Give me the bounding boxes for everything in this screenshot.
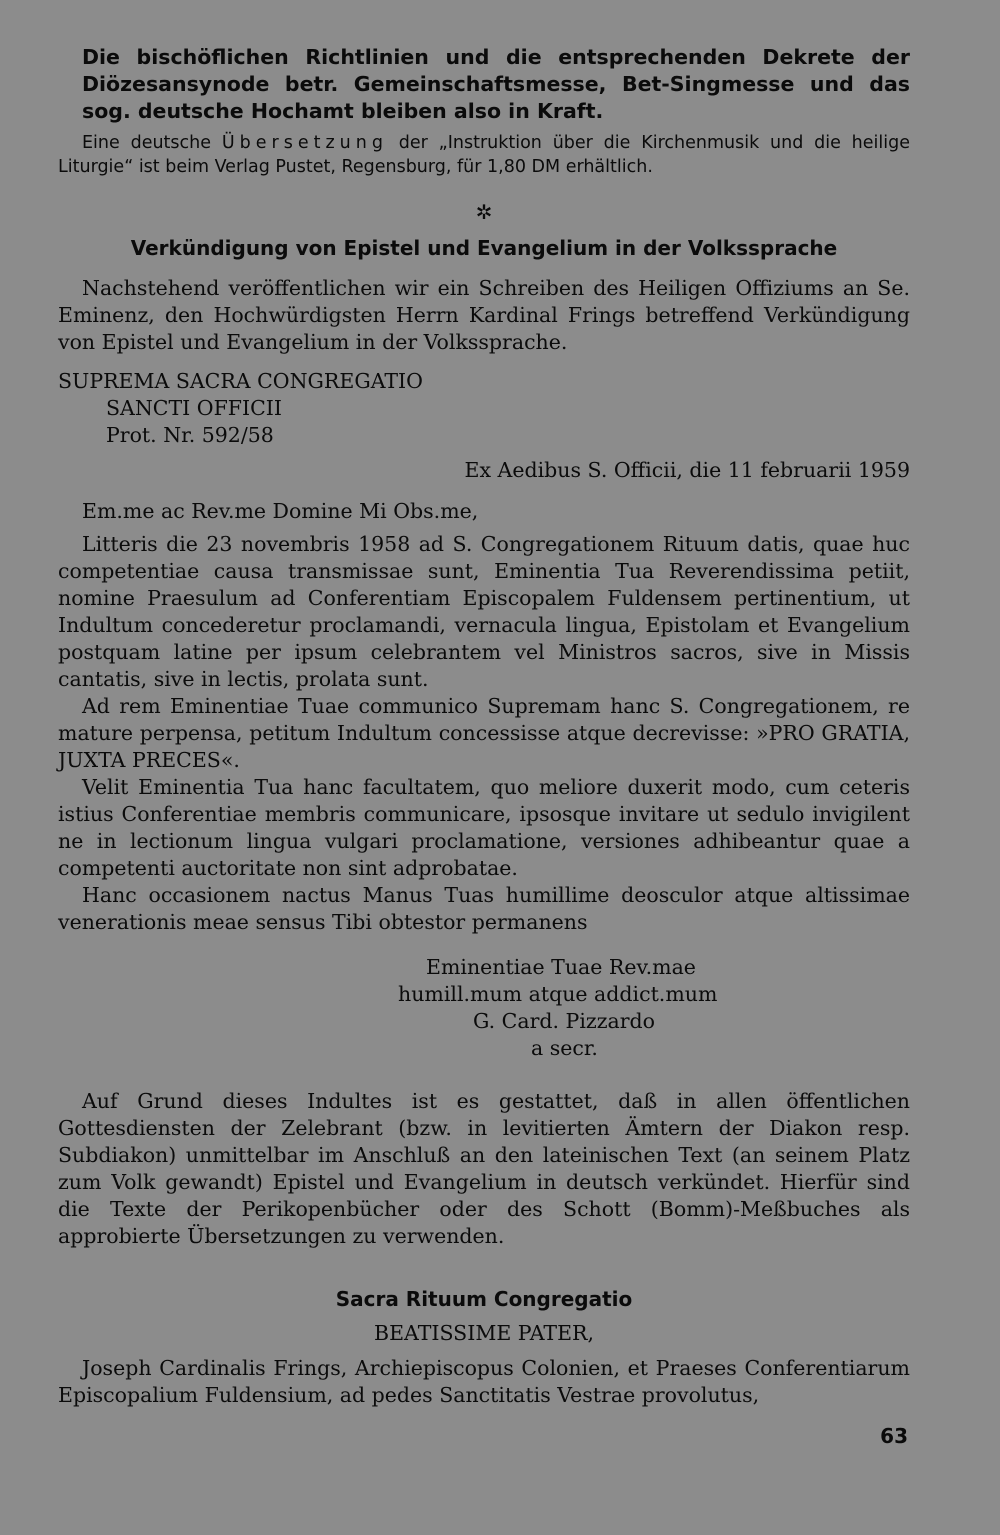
german-paragraph: Auf Grund dieses Indultes ist es gestattet, daß in allen öffentlichen Gottesdiensten der Zelebrant (bzw. in levitierten Ämtern der Diakon resp. Subdiakon) unmittelbar im Anschluß an den lateinischen Text (an seinem Platz zum Volk gewandt) Epistel und Evangelium in deutsch verkündet. Hierfür sind die Texte der Perikopenbücher oder des Schott (Bomm)-Meßbuches als approbierte Übersetzungen zu verwenden.	[58, 1089, 910, 1248]
separator-star-icon: ✲	[475, 200, 493, 224]
page-number: 63	[880, 1424, 908, 1448]
salutation: Em.me ac Rev.me Domine Mi Obs.me,	[82, 499, 479, 523]
signature-name: G. Card. Pizzardo	[473, 1009, 655, 1033]
congregation-line: SUPREMA SACRA CONGREGATIO	[58, 369, 423, 393]
section2-paragraph: Joseph Cardinalis Frings, Archiepiscopus Colonien, et Praeses Conferentiarum Episcopalium Fuldensium, ad pedes Sanctitatis Vestrae provolutus,	[58, 1356, 910, 1407]
signature-title: a secr.	[531, 1036, 598, 1060]
congregation-line: SANCTI OFFICII	[106, 396, 282, 420]
intro-bold-paragraph: Die bischöflichen Richtlinien und die entsprechenden Dekrete der Diözesansynode betr. Gemeinschaftsmesse, Bet-Singmesse und das sog. deutsche Hochamt bleiben also in Kraft.	[82, 45, 910, 123]
note-spaced-word: Übersetzung	[221, 133, 388, 153]
note-text-end: der „Instruktion über die Kirchenmusik und die heilige Liturgie“ ist beim Verlag Pustet, Regensburg, für 1,80 DM erhältlich.	[58, 133, 911, 177]
protocol-number: Prot. Nr. 592/58	[106, 423, 274, 447]
signature-block	[58, 954, 910, 1062]
signature-line: Eminentiae Tuae Rev.mae	[426, 955, 696, 979]
letter-paragraph: Litteris die 23 novembris 1958 ad S. Congregationem Rituum datis, quae huc competentiae causa transmissae sunt, Eminentia Tua Reverendissima petiit, nomine Praesulum ad Conferentiam Episcopalem Fuldensem pertinentium, ut Indultum concederetur proclamandi, vernacula lingua, Epistolam et Evangelium postquam latine per ipsum celebrantem vel Ministros sacros, sive in Missis cantatis, sive in lectis, prolata sunt.	[58, 532, 910, 691]
translation-note	[58, 131, 910, 179]
letter-paragraph: Velit Eminentia Tua hanc facultatem, quo meliore duxerit modo, cum ceteris istius Conferentiae membris communicare, ipsosque invitare ut sedulo invigilent ne in lectionum lingua vulgari proclamatione, versiones adhibeantur quae a competenti auctoritate non sint adprobatae.	[58, 775, 910, 880]
signature-line: humill.mum atque addict.mum	[398, 982, 718, 1006]
letter-date: Ex Aedibus S. Officii, die 11 februarii 1959	[464, 458, 910, 482]
note-text-start: Eine deutsche	[82, 133, 222, 153]
section2-title: Sacra Rituum Congregatio	[335, 1287, 633, 1311]
section-heading: Verkündigung von Epistel und Evangelium in der Volkssprache	[130, 236, 838, 260]
letter-paragraph: Hanc occasionem nactus Manus Tuas humillime deosculor atque altissimae venerationis meae sensus Tibi obtestor permanens	[58, 883, 910, 934]
section2-subtitle: BEATISSIME PATER,	[374, 1321, 594, 1345]
section-intro: Nachstehend veröffentlichen wir ein Schreiben des Heiligen Offiziums an Se. Eminenz, den Hochwürdigsten Herrn Kardinal Frings betreffend Verkündigung von Epistel und Evangelium in der Volkssprache.	[58, 276, 910, 354]
congregation-header	[58, 368, 910, 449]
letter-paragraph: Ad rem Eminentiae Tuae communico Supremam hanc S. Congregationem, re mature perpensa, petitum Indultum concessisse atque decrevisse: »PRO GRATIA, JUXTA PRECES«.	[58, 694, 910, 772]
